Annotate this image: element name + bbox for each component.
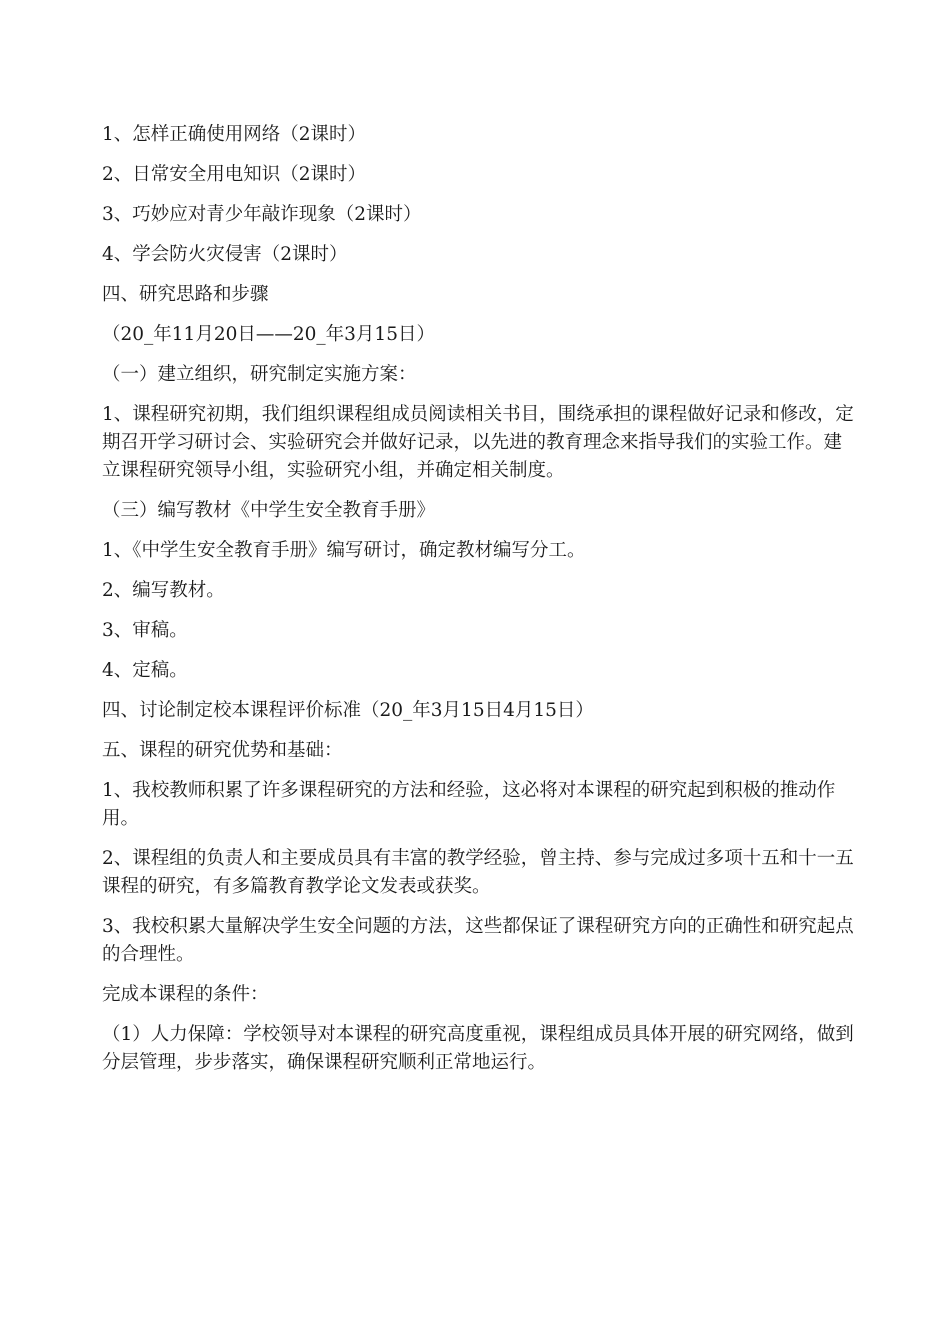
- section-heading-advantages: 五、课程的研究优势和基础：: [102, 740, 343, 761]
- list-item-electricity-safety: 2、日常安全用电知识（2课时）: [102, 164, 367, 185]
- list-item-textbook-discussion: 1、《中学生安全教育手册》编写研讨，确定教材编写分工。: [102, 540, 586, 561]
- list-item-extortion: 3、巧妙应对青少年敲诈现象（2课时）: [102, 204, 422, 225]
- paragraph-initial-research: 1、课程研究初期，我们组织课程组成员阅读相关书目，围绕承担的课程做好记录和修改，定期召开学习研讨会、实验研究会并做好记录，以先进的教育理念来指导我们的实验工作。建立课程研究领导小组，实验研究小组，并确定相关制度。: [102, 404, 854, 481]
- section-heading-research-steps: 四、研究思路和步骤: [102, 284, 269, 305]
- paragraph-safety-methods: 3、我校积累大量解决学生安全问题的方法，这些都保证了课程研究方向的正确性和研究起点的合理性。: [102, 916, 854, 965]
- section-heading-evaluation: 四、讨论制定校本课程评价标准（20_年3月15日4月15日）: [102, 700, 594, 721]
- subheading-organization: （一）建立组织，研究制定实施方案：: [102, 364, 417, 385]
- subheading-textbook: （三）编写教材《中学生安全教育手册》: [102, 500, 436, 521]
- paragraph-team-experience: 2、课程组的负责人和主要成员具有丰富的教学经验，曾主持、参与完成过多项十五和十一五课程的研究，有多篇教育教学论文发表或获奖。: [102, 848, 854, 897]
- heading-conditions: 完成本课程的条件：: [102, 984, 269, 1005]
- document-body: [102, 121, 857, 1089]
- date-range: （20_年11月20日——20_年3月15日）: [102, 324, 435, 345]
- list-item-fire-prevention: 4、学会防火灾侵害（2课时）: [102, 244, 348, 265]
- list-item-compile: 2、编写教材。: [102, 580, 225, 601]
- list-item-finalize: 4、定稿。: [102, 660, 188, 681]
- list-item-network-usage: 1、怎样正确使用网络（2课时）: [102, 124, 367, 145]
- paragraph-human-resources: （1）人力保障：学校领导对本课程的研究高度重视，课程组成员具体开展的研究网络，做到分层管理，步步落实，确保课程研究顺利正常地运行。: [102, 1024, 854, 1073]
- list-item-review: 3、审稿。: [102, 620, 188, 641]
- paragraph-teacher-experience: 1、我校教师积累了许多课程研究的方法和经验，这必将对本课程的研究起到积极的推动作用。: [102, 780, 836, 829]
